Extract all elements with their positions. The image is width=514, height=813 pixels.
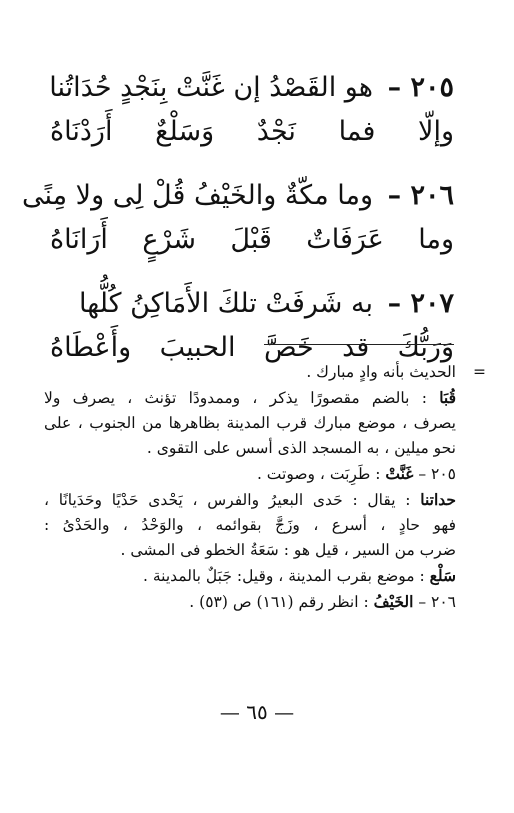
verse-hemistich-1 [49,68,454,108]
footnote-headword: قُبَا [439,388,456,407]
footnote-text: الحديث بأنه وادٍ مبارك . [306,363,456,381]
poem [21,58,454,382]
verse-hemistich-2: وإلّا فما نَجْدٌ وَسَلْعٌ أَرَدْنَاهُ [50,116,454,147]
footnote-text: : طَرِبَت ، وصوتت . [256,465,381,483]
footnote-text: : بالضم مقصورًا يذكر ، وممدودًا تؤنث ، يصرف ولا [44,389,427,407]
footnote-number: ٢٠٥ – [418,465,456,483]
verse-text: وما مكّةٌ والخَيْفُ قُلْ لِى ولا مِنًى [21,180,373,211]
footnote-text: : يقال : حَدى البعيرُ والفرس ، يَحْدى حَدْيًا وحَدَيانًا ، [44,491,411,509]
footnote-text: : انظر رقم (١٦١) ص (٥٣) . [189,593,369,611]
footnote-text: يصرف ، موضع مبارك قرب المدينة بظاهرها من الجنوب ، على [44,414,456,432]
footnote-text: : موضع بقرب المدينة ، وقيل: جَبَلٌ بالمدينة . [142,567,425,585]
verse-206 [21,166,454,274]
verse-number: ٢٠٥ – [387,72,454,103]
verse-number: ٢٠٧ – [387,288,454,319]
footnote-headword: سَلْع [429,566,456,585]
footnote-text: نحو ميلين ، به المسجد الذى أسس على التقوى . [146,439,456,457]
page-number: — ٦٥ — [219,700,295,724]
footnote-206 [44,589,456,615]
verse-hemistich-2: وَرَبُّكَ قد خَصَّ الحبيبَ وأَعْطَاهُ [50,332,454,363]
footnote-text: فهو حادٍ ، أسرع ، وزَجَّ بقوائمه ، والوَحْدُ ، والحَدْىُ : [44,516,456,534]
verse-hemistich-1 [22,176,454,216]
footnote-headword: الخَيْفُ [373,592,414,611]
footnotes [44,360,486,615]
verse-205 [40,58,454,166]
footnote-continuation [44,360,486,385]
footnote-quba [44,385,456,411]
continuation-marker: = [473,363,486,381]
footnote-divider [264,344,454,345]
footnote-sal [44,563,456,589]
verse-hemistich-2: وما عَرَفَاتٌ قَبْلَ شَرْعٍ أَرَانَاهُ [50,224,454,255]
footnote-headword: غَنَّتْ [385,464,414,483]
verse-text: به شَرفَتْ تلكَ الأَمَاكِنُ كُلُّها [79,288,373,319]
verse-hemistich-1 [79,284,454,324]
footnote-headword: حداتنا [420,490,456,509]
footnote-text: ضرب من السير ، قيل هو : سَعَةُ الخطو فى المشى . [120,541,456,559]
footnote-hudat [44,487,456,513]
footnote-number: ٢٠٦ – [418,593,456,611]
verse-text: هو القَصْدُ إن غَنَّتْ بِنَجْدٍ حُدَاتُنا [49,72,373,103]
verse-number: ٢٠٦ – [387,180,454,211]
footnote-205 [44,461,456,487]
